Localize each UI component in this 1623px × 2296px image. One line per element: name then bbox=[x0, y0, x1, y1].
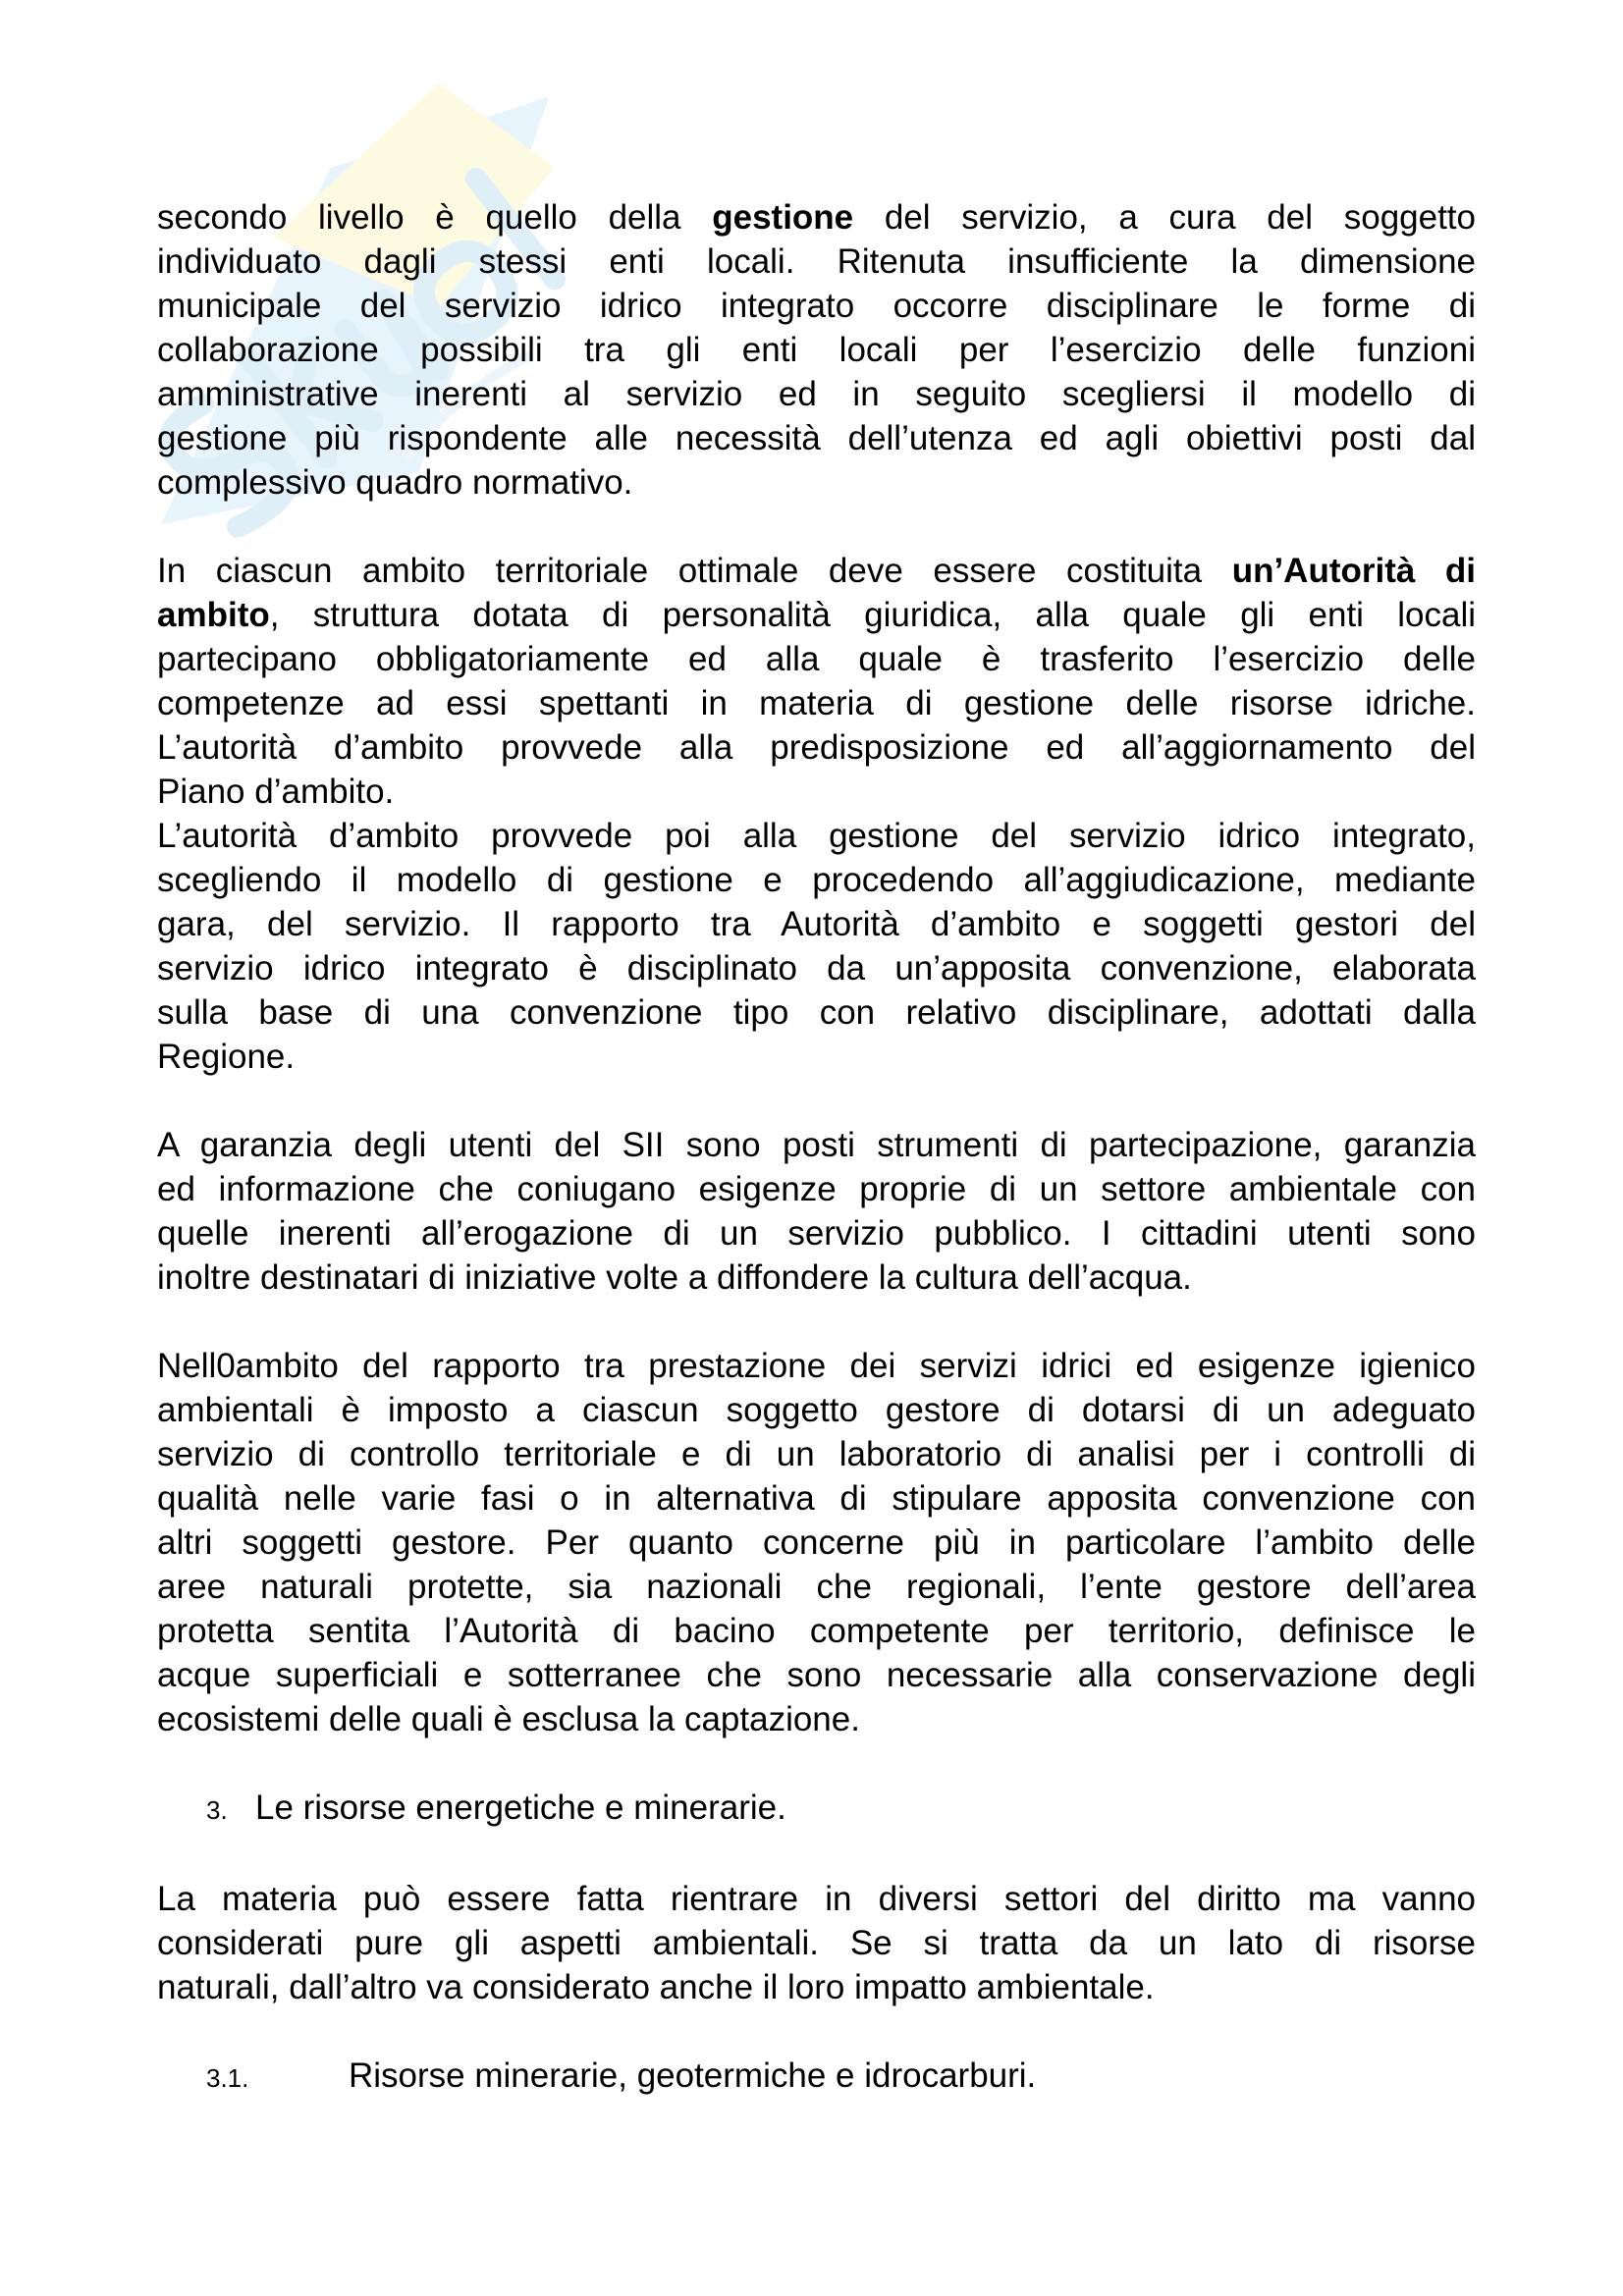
text-line bbox=[157, 1388, 1476, 1432]
text-span: sulla base di una convenzione tipo con relativo disciplinare, adottati dalla bbox=[157, 993, 1476, 1032]
text-line bbox=[157, 372, 1476, 416]
text-line bbox=[157, 946, 1476, 990]
paragraph bbox=[157, 814, 1476, 1079]
text-line bbox=[157, 549, 1476, 593]
text-span: gestione più rispondente alle necessità dell’utenza ed agli obiettivi posti dal bbox=[157, 419, 1476, 457]
section-title: Le risorse energetiche e minerarie. bbox=[255, 1789, 786, 1827]
text-line bbox=[157, 284, 1476, 328]
paragraph bbox=[157, 549, 1476, 814]
document-body bbox=[157, 195, 1476, 2101]
paragraph bbox=[157, 1877, 1476, 2009]
text-span: competenze ad essi spettanti in materia di gestione delle risorse idriche. bbox=[157, 684, 1476, 722]
text-span: municipale del servizio idrico integrato occorre disciplinare le forme di bbox=[157, 287, 1476, 325]
text-span: Piano d’ambito. bbox=[157, 773, 395, 811]
text-line bbox=[157, 637, 1476, 681]
text-span: , struttura dotata di personalità giuridica, alla quale gli enti locali bbox=[269, 596, 1476, 634]
text-span: La materia può essere fatta rientrare in diversi settori del diritto ma vanno bbox=[157, 1880, 1476, 1918]
text-span: ambientali è imposto a ciascun soggetto gestore di dotarsi di un adeguato bbox=[157, 1391, 1476, 1429]
text-line bbox=[157, 1476, 1476, 1521]
section-heading bbox=[157, 1786, 1476, 1833]
text-line bbox=[157, 1521, 1476, 1565]
text-line bbox=[157, 1167, 1476, 1211]
text-span: altri soggetti gestore. Per quanto concerne più in particolare l’ambito delle bbox=[157, 1523, 1476, 1562]
text-line bbox=[157, 1035, 1476, 1079]
text-span: qualità nelle varie fasi o in alternativa di stipulare apposita convenzione con bbox=[157, 1479, 1476, 1518]
text-line bbox=[157, 1432, 1476, 1476]
bold-term: ambito bbox=[157, 596, 270, 634]
text-span: secondo livello è quello della bbox=[157, 198, 713, 237]
section-number: 3. bbox=[206, 1795, 228, 1825]
text-line bbox=[157, 240, 1476, 284]
text-line bbox=[157, 195, 1476, 240]
text-line bbox=[157, 328, 1476, 372]
text-span: considerati pure gli aspetti ambientali. Se si tratta da un lato di risorse bbox=[157, 1924, 1476, 1962]
blank-line bbox=[157, 1079, 1476, 1123]
text-line bbox=[157, 1653, 1476, 1697]
section-heading bbox=[157, 2054, 1476, 2101]
text-line bbox=[157, 858, 1476, 902]
text-line bbox=[157, 1123, 1476, 1167]
text-line bbox=[157, 1877, 1476, 1921]
text-span: acque superficiali e sotterranee che sono necessarie alla conservazione degli bbox=[157, 1656, 1476, 1694]
text-span: gara, del servizio. Il rapporto tra Autorità d’ambito e soggetti gestori del bbox=[157, 905, 1476, 943]
text-span: amministrative inerenti al servizio ed in seguito scegliersi il modello di bbox=[157, 375, 1476, 413]
text-span: naturali, dall’altro va considerato anche il loro impatto ambientale. bbox=[157, 1968, 1155, 2006]
text-line bbox=[157, 902, 1476, 946]
text-line bbox=[157, 1697, 1476, 1741]
text-span: Nell0ambito del rapporto tra prestazione dei servizi idrici ed esigenze igienico bbox=[157, 1347, 1476, 1385]
blank-line bbox=[157, 2009, 1476, 2054]
bold-term: un’Autorità di bbox=[1231, 552, 1476, 590]
text-line bbox=[157, 1609, 1476, 1653]
paragraph bbox=[157, 1344, 1476, 1741]
text-line bbox=[157, 1565, 1476, 1609]
text-span: A garanzia degli utenti del SII sono posti strumenti di partecipazione, garanzia bbox=[157, 1126, 1476, 1164]
text-span: servizio di controllo territoriale e di un laboratorio di analisi per i controlli di bbox=[157, 1435, 1476, 1473]
text-span: individuato dagli stessi enti locali. Ritenuta insufficiente la dimensione bbox=[157, 242, 1476, 281]
text-span: quelle inerenti all’erogazione di un servizio pubblico. I cittadini utenti sono bbox=[157, 1214, 1476, 1253]
text-line bbox=[157, 460, 1476, 505]
text-line bbox=[157, 593, 1476, 637]
text-line bbox=[157, 814, 1476, 858]
text-line bbox=[157, 681, 1476, 725]
blank-line bbox=[157, 1833, 1476, 1877]
section-title: Risorse minerarie, geotermiche e idrocarburi. bbox=[349, 2056, 1037, 2095]
text-span: del servizio, a cura del soggetto bbox=[853, 198, 1476, 237]
blank-line bbox=[157, 1741, 1476, 1786]
section-number: 3.1. bbox=[206, 2063, 249, 2093]
text-span: ecosistemi delle quali è esclusa la captazione. bbox=[157, 1700, 860, 1738]
text-line bbox=[157, 1965, 1476, 2009]
text-line bbox=[157, 1255, 1476, 1300]
text-span: complessivo quadro normativo. bbox=[157, 463, 633, 502]
text-span: partecipano obbligatoriamente ed alla quale è trasferito l’esercizio delle bbox=[157, 640, 1476, 678]
bold-term: gestione bbox=[712, 198, 854, 237]
paragraph bbox=[157, 195, 1476, 505]
text-span: protetta sentita l’Autorità di bacino competente per territorio, definisce le bbox=[157, 1612, 1476, 1650]
blank-line bbox=[157, 1300, 1476, 1344]
text-span: aree naturali protette, sia nazionali che regionali, l’ente gestore dell’area bbox=[157, 1568, 1476, 1606]
text-line bbox=[157, 770, 1476, 814]
text-line bbox=[157, 1921, 1476, 1965]
text-span: scegliendo il modello di gestione e procedendo all’aggiudicazione, mediante bbox=[157, 861, 1476, 899]
text-line bbox=[157, 990, 1476, 1035]
text-span: servizio idrico integrato è disciplinato da un’apposita convenzione, elaborata bbox=[157, 949, 1476, 988]
blank-line bbox=[157, 505, 1476, 549]
text-span: collaborazione possibili tra gli enti locali per l’esercizio delle funzioni bbox=[157, 331, 1476, 369]
text-span: Regione. bbox=[157, 1038, 296, 1076]
text-span: In ciascun ambito territoriale ottimale deve essere costituita bbox=[157, 552, 1232, 590]
text-line bbox=[157, 1211, 1476, 1255]
text-line bbox=[157, 416, 1476, 460]
paragraph bbox=[157, 1123, 1476, 1300]
text-line bbox=[157, 725, 1476, 770]
text-span: L’autorità d’ambito provvede alla predisposizione ed all’aggiornamento del bbox=[157, 728, 1476, 767]
text-span: ed informazione che coniugano esigenze proprie di un settore ambientale con bbox=[157, 1170, 1476, 1208]
text-span: inoltre destinatari di iniziative volte a diffondere la cultura dell’acqua. bbox=[157, 1258, 1192, 1297]
text-span: L’autorità d’ambito provvede poi alla gestione del servizio idrico integrato, bbox=[157, 817, 1476, 855]
text-line bbox=[157, 1344, 1476, 1388]
